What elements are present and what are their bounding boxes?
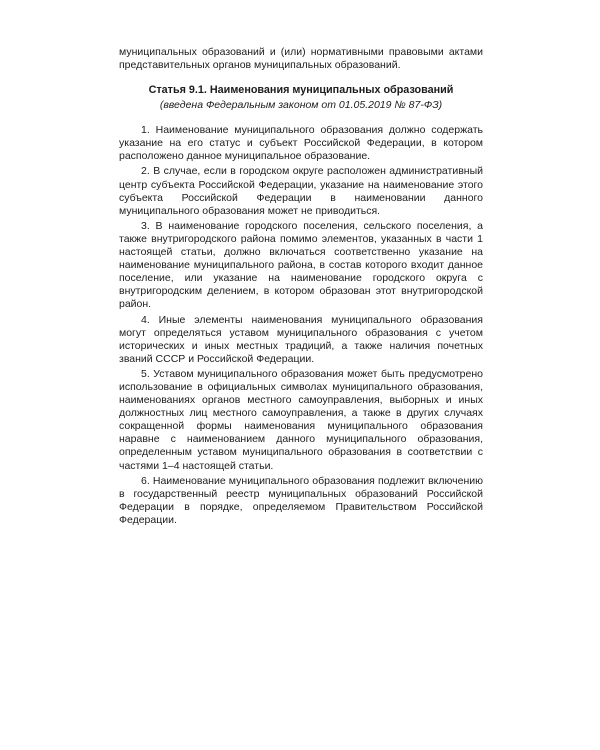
clause-2: 2. В случае, если в городском округе расположен административный центр субъекта Российской Федерации, указание на наименование этого субъекта Российской Федерации в наименовании данного муниципального образования может не приводиться. xyxy=(119,165,483,217)
clause-1: 1. Наименование муниципального образования должно содержать указание на его статус и субъект Российской Федерации, в котором расположено данное муниципальное образование. xyxy=(119,124,483,163)
clause-3: 3. В наименование городского поселения, сельского поселения, а также внутригородского района помимо элементов, указанных в части 1 настоящей статьи, должно включаться соответственно указание на наименование муниципального района, в состав которого входит данное поселение, или указание на наименование городского округа с внутригородским делением, в котором образован этот внутригородской район. xyxy=(119,219,483,311)
clause-5: 5. Уставом муниципального образования может быть предусмотрено использование в официальных символах муниципального образования, наименованиях органов местного самоуправления, выборных и иных должностных лиц местного самоуправления, а также в других случаях сокращенной формы наименования муниципального образования наравне с наименованием данного муниципального образования, определенным уставом муниципального образования в соответствии с частями 1–4 настоящей статьи. xyxy=(119,367,483,472)
article-note: (введена Федеральным законом от 01.05.2019 № 87-ФЗ) xyxy=(159,99,443,112)
lead-paragraph: муниципальных образований и (или) нормативными правовыми актами представительных органов муниципальных образований. xyxy=(119,46,483,72)
document-page xyxy=(119,46,483,529)
clause-6: 6. Наименование муниципального образования подлежит включению в государственный реестр муниципальных образований Российской Федерации в порядке, определяемом Правительством Российской Федерации. xyxy=(119,474,483,526)
article-title: Статья 9.1. Наименования муниципальных образований xyxy=(148,84,454,97)
clause-4: 4. Иные элементы наименования муниципального образования могут определяться уставом муниципального образования с учетом исторических и иных местных традиций, а также наличия почетных званий СССР и Российской Федерации. xyxy=(119,313,483,365)
